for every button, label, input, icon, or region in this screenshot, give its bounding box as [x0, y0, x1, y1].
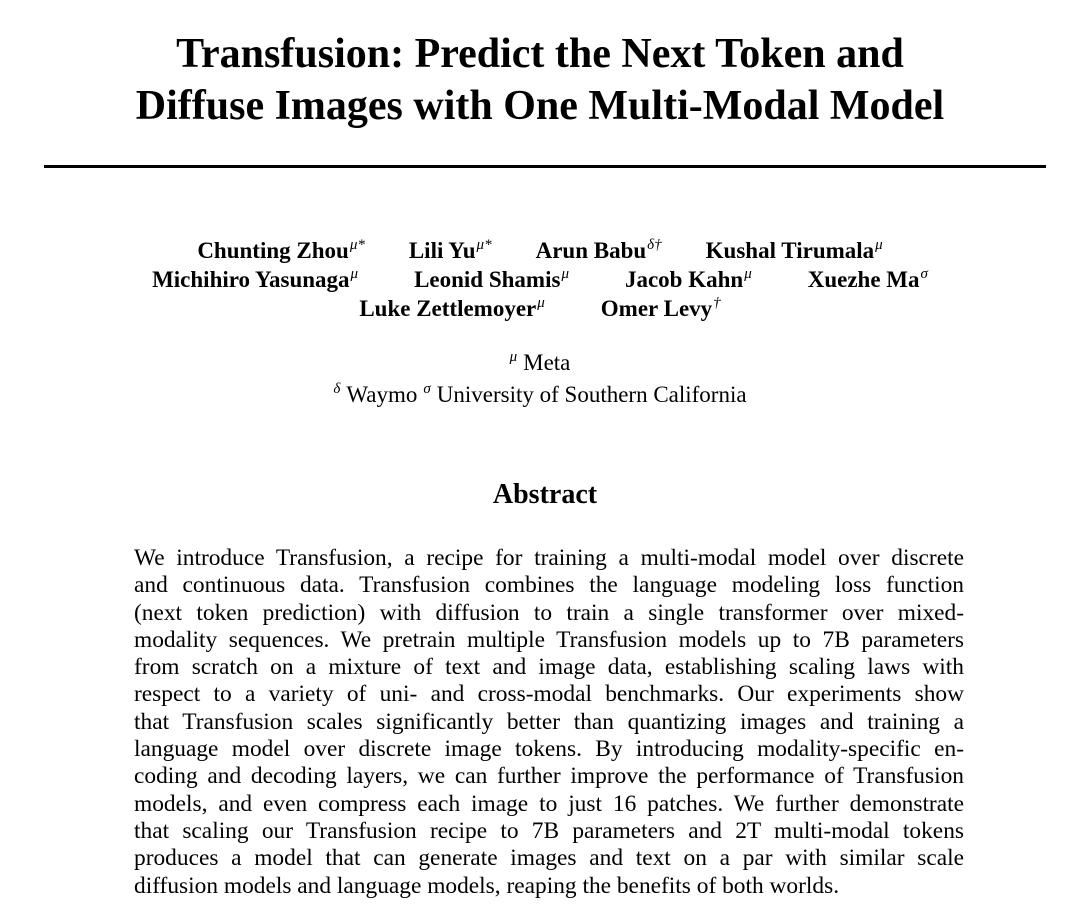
author-marks: μ	[875, 237, 883, 253]
author-luke-zettlemoyer	[359, 294, 544, 323]
abstract-line: and continuous data. Transfusion combines the language modeling loss function	[134, 572, 964, 599]
abstract-line: respect to a variety of uni- and cross-modal benchmarks. Our experiments show	[134, 681, 964, 708]
abstract-heading: Abstract	[492, 479, 598, 510]
author-marks: μ	[350, 266, 359, 282]
affiliation-meta: Meta	[523, 350, 571, 375]
author-arun-babu	[536, 236, 662, 265]
abstract-line: (next token prediction) with diffusion to train a single transformer over mixed-	[134, 599, 964, 626]
affiliation-line-2	[0, 379, 1080, 411]
abstract-line: We introduce Transfusion, a recipe for training a multi-modal model over discrete	[134, 545, 964, 571]
author-jacob-kahn	[625, 265, 752, 294]
abstract-line: coding and decoding layers, we can further improve the performance of Transfusion	[134, 763, 964, 790]
author-chunting-zhou	[197, 236, 365, 265]
abstract-line: produces a model that can generate images and text on a par with similar scale	[134, 845, 964, 872]
author-marks: μ	[537, 295, 545, 311]
author-marks: μ*	[476, 237, 492, 253]
author-name: Kushal Tirumala	[705, 238, 875, 263]
author-leonid-shamis	[414, 265, 569, 294]
author-name: Leonid Shamis	[414, 267, 561, 292]
abstract-line: diffusion models and language models, reaping the benefits of both worlds.	[134, 872, 840, 899]
author-lili-yu	[409, 236, 492, 265]
title-line-1: Transfusion: Predict the Next Token and	[176, 31, 904, 77]
author-name: Chunting Zhou	[197, 238, 349, 263]
author-marks: σ	[920, 266, 928, 282]
affiliation-waymo: Waymo	[346, 382, 418, 407]
abstract-body	[134, 545, 964, 900]
author-name: Xuezhe Ma	[807, 267, 920, 292]
author-marks: μ	[744, 266, 752, 282]
affiliations	[0, 347, 1080, 411]
abstract-line: language model over discrete image tokens. By introducing modality-specific en-	[134, 736, 964, 763]
abstract-line: that scaling our Transfusion recipe to 7B parameters and 2T multi-modal tokens	[134, 817, 964, 844]
affiliation-mark: δ	[333, 381, 341, 397]
author-name: Omer Levy	[600, 296, 713, 321]
affiliation-usc: University of Southern California	[436, 382, 747, 407]
abstract-line: that Transfusion scales significantly better than quantizing images and training a	[134, 708, 964, 735]
abstract-line: modality sequences. We pretrain multiple Transfusion models up to 7B parameters	[134, 626, 964, 653]
author-xuezhe-ma	[808, 265, 928, 294]
author-list	[0, 236, 1080, 323]
author-marks: μ*	[349, 237, 365, 253]
affiliation-mark: μ	[509, 349, 518, 365]
abstract-line: models, and even compress each image to just 16 patches. We further demonstrate	[134, 790, 964, 817]
author-name: Jacob Kahn	[624, 267, 744, 292]
title-line-2: Diffuse Images with One Multi-Modal Model	[135, 83, 945, 129]
author-omer-levy	[601, 294, 721, 323]
author-marks: μ	[561, 266, 569, 282]
author-marks: †	[713, 295, 721, 311]
author-name: Michihiro Yasunaga	[152, 267, 350, 292]
author-kushal-tirumala	[706, 236, 883, 265]
abstract-line: from scratch on a mixture of text and image data, establishing scaling laws with	[134, 654, 964, 681]
author-marks: δ†	[647, 237, 662, 253]
author-michihiro-yasunaga	[152, 265, 358, 294]
author-row-2	[0, 265, 1080, 294]
author-name: Luke Zettlemoyer	[359, 296, 537, 321]
author-name: Lili Yu	[408, 238, 476, 263]
affiliation-line-1	[0, 347, 1080, 379]
affiliation-mark: σ	[423, 381, 431, 397]
author-row-3	[0, 294, 1080, 323]
author-row-1	[0, 236, 1080, 265]
paper-title	[0, 28, 1080, 132]
author-name: Arun Babu	[535, 238, 647, 263]
title-divider	[44, 165, 1046, 168]
